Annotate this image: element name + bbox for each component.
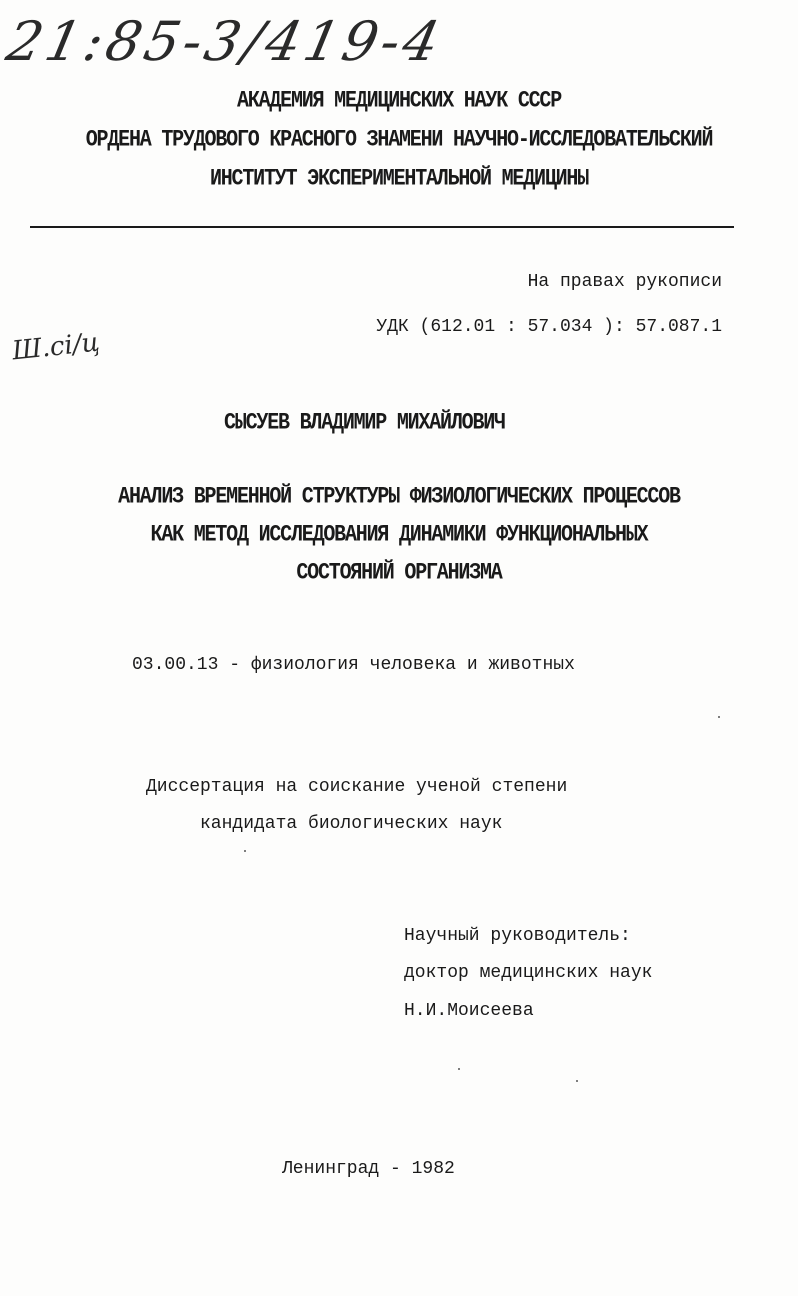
handwritten-margin-note: Ш.ci/ц [10, 327, 102, 367]
dissertation-line-2: кандидата биологических наук [200, 814, 503, 834]
order-line: ОРДЕНА ТРУДОВОГО КРАСНОГО ЗНАМЕНИ НАУЧНО-ИССЛЕДОВАТЕЛЬСКИЙ [85, 127, 713, 154]
specialty-code: 03.00.13 - физиология человека и животных [132, 655, 575, 675]
scan-speck [458, 1068, 460, 1070]
title-line-1: АНАЛИЗ ВРЕМЕННОЙ СТРУКТУРЫ ФИЗИОЛОГИЧЕСКИХ ПРОЦЕССОВ [118, 484, 680, 511]
supervisor-name: Н.И.Моисеева [404, 1001, 534, 1021]
scan-speck [576, 1080, 578, 1082]
manuscript-rights: На правах рукописи [527, 272, 722, 292]
scan-speck [718, 716, 720, 718]
supervisor-degree: доктор медицинских наук [404, 963, 653, 983]
title-line-2: КАК МЕТОД ИССЛЕДОВАНИЯ ДИНАМИКИ ФУНКЦИОНАЛЬНЫХ [150, 522, 648, 549]
academy-name: АКАДЕМИЯ МЕДИЦИНСКИХ НАУК СССР [236, 88, 562, 115]
udk-code: УДК (612.01 : 57.034 ): 57.087.1 [376, 317, 722, 337]
handwritten-archive-code: 21:85-3/419-4 [1, 10, 449, 73]
title-line-3: СОСТОЯНИЙ ОРГАНИЗМА [296, 560, 502, 587]
supervisor-label: Научный руководитель: [404, 926, 631, 946]
scan-speck [244, 850, 246, 852]
header-divider [30, 226, 734, 228]
dissertation-line-1: Диссертация на соискание ученой степени [146, 777, 568, 797]
institute-name: ИНСТИТУТ ЭКСПЕРИМЕНТАЛЬНОЙ МЕДИЦИНЫ [209, 166, 589, 193]
author-name: СЫСУЕВ ВЛАДИМИР МИХАЙЛОВИЧ [224, 410, 505, 437]
city-year: Ленинград - 1982 [282, 1159, 455, 1179]
